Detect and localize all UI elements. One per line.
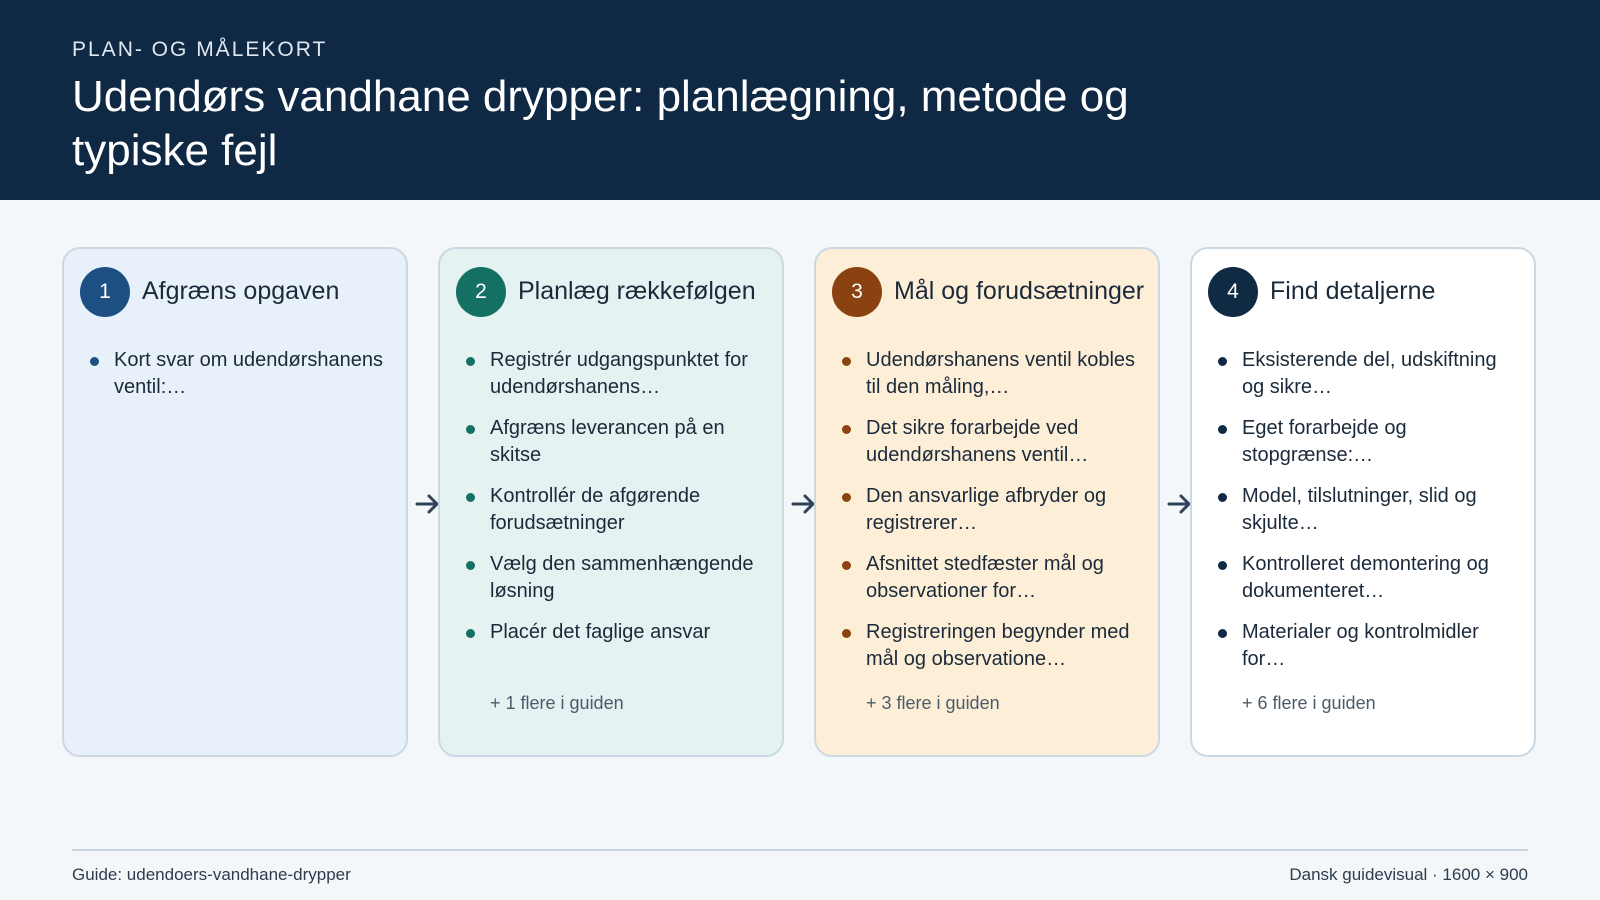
bullet-item bbox=[842, 347, 1146, 401]
step-card-1 bbox=[62, 247, 408, 757]
bullet-item bbox=[1218, 551, 1522, 605]
bullet-dot-icon bbox=[1218, 561, 1227, 570]
step-card-2 bbox=[438, 247, 784, 757]
bullet-text: Kort svar om udendørshanens ventil:… bbox=[114, 349, 384, 398]
bullet-text: Registrér udgangspunktet for udendørshanens… bbox=[490, 349, 748, 398]
bullet-text: Den ansvarlige afbryder og registrerer… bbox=[866, 485, 1107, 534]
bullet-dot-icon bbox=[1218, 493, 1227, 502]
step-badge-2: 2 bbox=[456, 267, 506, 317]
bullet-text: Materialer og kontrolmidler for… bbox=[1242, 621, 1479, 670]
bullet-item bbox=[842, 619, 1146, 673]
more-in-guide-link[interactable]: + 6 flere i guiden bbox=[1242, 693, 1376, 713]
bullet-text: Det sikre forarbejde ved udendørshanens ventil… bbox=[866, 417, 1089, 466]
step-title-2: Planlæg rækkefølgen bbox=[518, 277, 756, 305]
bullet-dot-icon bbox=[466, 357, 475, 366]
bullet-dot-icon bbox=[842, 425, 851, 434]
bullet-item bbox=[466, 551, 770, 605]
step-badge-4: 4 bbox=[1208, 267, 1258, 317]
bullet-text: Eget forarbejde og stopgrænse:… bbox=[1242, 417, 1407, 466]
bullet-list-1 bbox=[90, 347, 394, 415]
bullet-dot-icon bbox=[90, 357, 99, 366]
bullet-text: Placér det faglige ansvar bbox=[490, 621, 711, 643]
footer-meta: Dansk guidevisual · 1600 × 900 bbox=[1289, 865, 1528, 884]
bullet-item bbox=[1218, 619, 1522, 673]
eyebrow-label: PLAN- OG MÅLEKORT bbox=[72, 38, 328, 61]
step-title-1: Afgræns opgaven bbox=[142, 277, 340, 305]
bullet-dot-icon bbox=[466, 493, 475, 502]
step-title-4: Find detaljerne bbox=[1270, 277, 1436, 305]
step-badge-1: 1 bbox=[80, 267, 130, 317]
step-title-3: Mål og forudsætninger bbox=[894, 277, 1145, 305]
bullet-text: Registreringen begynder med mål og observatione… bbox=[866, 621, 1130, 670]
step-card-3 bbox=[814, 247, 1160, 757]
more-in-guide-link[interactable]: + 3 flere i guiden bbox=[866, 693, 1000, 713]
bullet-text: Afsnittet stedfæster mål og observationer for… bbox=[866, 553, 1104, 602]
bullet-item bbox=[842, 415, 1146, 469]
footer-guide-id: Guide: udendoers-vandhane-drypper bbox=[72, 865, 351, 884]
bullet-list-3 bbox=[842, 347, 1146, 687]
more-in-guide-link[interactable]: + 1 flere i guiden bbox=[490, 693, 624, 713]
bullet-text: Eksisterende del, udskiftning og sikre… bbox=[1242, 349, 1497, 398]
bullet-text: Kontrolleret demontering og dokumenteret… bbox=[1242, 553, 1489, 602]
step-card-4 bbox=[1190, 247, 1536, 757]
bullet-item bbox=[1218, 483, 1522, 537]
bullet-item bbox=[466, 415, 770, 469]
bullet-text: Vælg den sammenhængende løsning bbox=[490, 553, 754, 602]
bullet-list-2 bbox=[466, 347, 770, 660]
bullet-item bbox=[1218, 415, 1522, 469]
bullet-text: Kontrollér de afgørende forudsætninger bbox=[490, 485, 701, 534]
bullet-dot-icon bbox=[842, 561, 851, 570]
step-badge-3: 3 bbox=[832, 267, 882, 317]
bullet-dot-icon bbox=[842, 493, 851, 502]
bullet-item bbox=[842, 483, 1146, 537]
bullet-text: Model, tilslutninger, slid og skjulte… bbox=[1242, 485, 1477, 534]
header-banner bbox=[0, 0, 1600, 200]
bullet-item bbox=[842, 551, 1146, 605]
bullet-dot-icon bbox=[1218, 629, 1227, 638]
bullet-dot-icon bbox=[466, 629, 475, 638]
bullet-dot-icon bbox=[466, 561, 475, 570]
bullet-item bbox=[466, 619, 770, 646]
bullet-dot-icon bbox=[1218, 425, 1227, 434]
bullet-dot-icon bbox=[842, 357, 851, 366]
footer-divider bbox=[72, 849, 1528, 851]
bullet-item bbox=[466, 347, 770, 401]
bullet-dot-icon bbox=[842, 629, 851, 638]
bullet-item bbox=[466, 483, 770, 537]
bullet-item bbox=[90, 347, 394, 401]
bullet-text: Afgræns leverancen på en skitse bbox=[490, 417, 725, 466]
bullet-list-4 bbox=[1218, 347, 1522, 687]
page-title: Udendørs vandhane drypper: planlægning, metode og typiske fejl bbox=[72, 72, 1129, 175]
bullet-dot-icon bbox=[1218, 357, 1227, 366]
bullet-text: Udendørshanens ventil kobles til den måling,… bbox=[866, 349, 1136, 398]
bullet-dot-icon bbox=[466, 425, 475, 434]
bullet-item bbox=[1218, 347, 1522, 401]
